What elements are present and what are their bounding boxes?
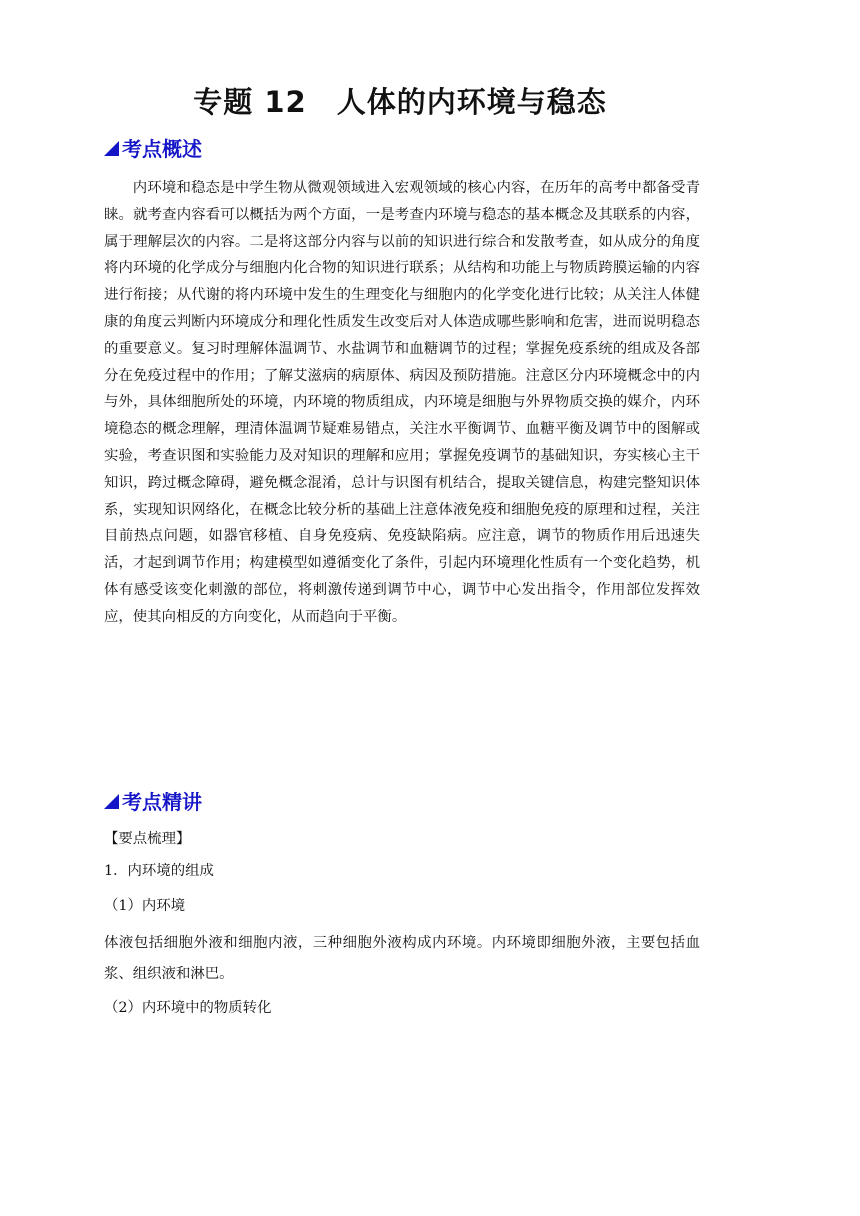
section-heading-overview [104,133,202,162]
subitem-1-paragraph: 体液包括细胞外液和细胞内液，三种细胞外液构成内环境。内环境即细胞外液，主要包括血浆、组织液和淋巴。 [104,935,700,982]
section-heading-explanation [104,786,202,815]
section-heading-overview-label: 考点概述 [122,137,202,161]
triangle-marker-icon [104,794,119,809]
key-points-label: 【要点梳理】 [104,831,191,847]
subitem-heading-2: （2）内环境中的物质转化 [104,1000,272,1016]
triangle-marker-icon [104,141,119,156]
page-title: 专题 12 人体的内环境与稳态 [193,85,607,119]
subitem-heading-1: （1）内环境 [104,898,186,914]
overview-paragraph: 内环境和稳态是中学生物从微观领域进入宏观领域的核心内容，在历年的高考中都备受青睐。就考查内容看可以概括为两个方面，一是考查内环境与稳态的基本概念及其联系的内容，属于理解层次的内容。二是将这部分内容与以前的知识进行综合和发散考查，如从成分的角度将内环境的化学成分与细胞内化合物的知识进行联系；从结构和功能上与物质跨膜运输的内容进行衔接；从代谢的将内环境中发生的生理变化与细胞内的化学变化进行比较；从关注人体健康的角度云判断内环境成分和理化性质发生改变后对人体造成哪些影响和危害，进而说明稳态的重要意义。复习时理解体温调节、水盐调节和血糖调节的过程；掌握免疫系统的组成及各部分在免疫过程中的作用；了解艾滋病的病原体、病因及预防措施。注意区分内环境概念中的内与外，具体细胞所处的环境，内环境的物质组成，内环境是细胞与外界物质交换的媒介，内环境稳态的概念理解，理清体温调节疑难易错点，关注水平衡调节、血糖平衡及调节中的图解或实验，考查识图和实验能力及对知识的理解和应用；掌握免疫调节的基础知识，夯实核心主干知识，跨过概念障碍，避免概念混淆，总计与识图有机结合，提取关键信息，构建完整知识体系，实现知识网络化，在概念比较分析的基础上注意体液免疫和细胞免疫的原理和过程，关注目前热点问题，如器官移植、自身免疫病、免疫缺陷病。应注意，调节的物质作用后迅速失活，才起到调节作用；构建模型如遵循变化了条件，引起内环境理化性质有一个变化趋势，机体有感受该变化刺激的部位，将刺激传递到调节中心，调节中心发出指令，作用部位发挥效应，使其向相反的方向变化，从而趋向于平衡。 [104,180,700,625]
item-heading-1: 1．内环境的组成 [104,863,214,879]
section-heading-explanation-label: 考点精讲 [122,790,202,814]
